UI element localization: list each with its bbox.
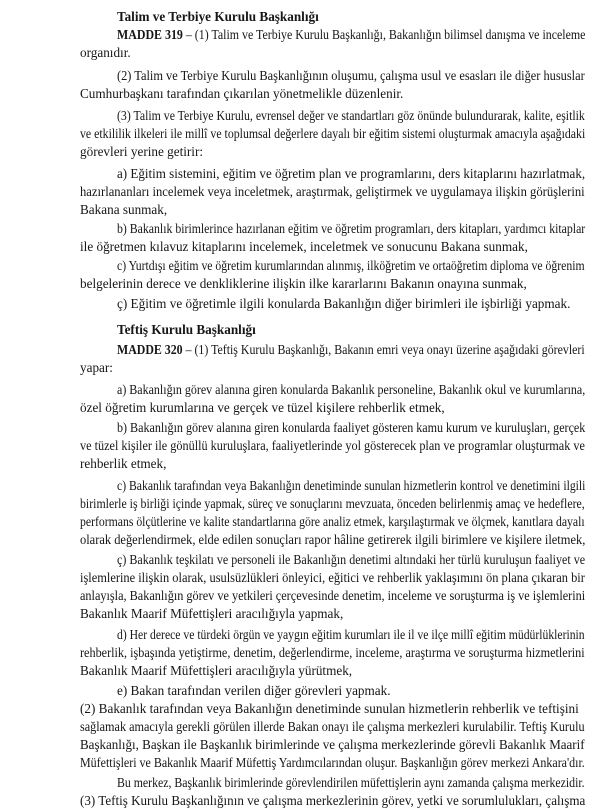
- paragraph-line: b) Bakanlığın görev alanına giren konularda faaliyet gösteren kamu kurum ve kuruluşları, gerçek: [117, 420, 586, 435]
- paragraph-line: sağlamak amacıyla gerekli görülen illerde Bakan onayı ile çalışma merkezleri kurulabilir. Teftiş Kurulu: [80, 719, 585, 734]
- paragraph-line: rehberlik, işbaşında yetiştirme, denetim, değerlendirme, inceleme, araştırma ve soruşturma hizmetlerini: [80, 645, 585, 660]
- paragraph-line: görevleri yerine getirir:: [80, 144, 204, 159]
- paragraph-line: birimlerle iş birliği içinde yapmak, süreç ve sonuçlarını mevzuata, önceden belirlenmiş amaç ve hedeflere,: [80, 496, 585, 511]
- paragraph-line: b) Bakanlık birimlerince hazırlanan eğitim ve öğretim programları, ders kitapları, yardımcı kitaplar: [117, 221, 586, 236]
- paragraph-line: Bakana sunmak,: [80, 202, 168, 217]
- paragraph-line: anlayışla, Bakanlığın görev ve yetkileri çerçevesinde denetim, inceleme ve soruşturma iş ve işlemlerini: [80, 588, 586, 603]
- paragraph-line: Müfettişleri ve Bakanlık Maarif Müfettiş Yardımcılarından oluşur. Başkanlığın görev merkezi Ankara'dır.: [80, 755, 585, 770]
- article-label: MADDE 320: [117, 342, 183, 357]
- paragraph-line: (3) Teftiş Kurulu Başkanlığının ve çalışma merkezlerinin görev, yetki ve sorumlulukları, çalışma: [80, 793, 586, 808]
- paragraph-line: rehberlik etmek,: [80, 456, 167, 471]
- paragraph-line: e) Bakan tarafından verilen diğer görevleri yapmak.: [117, 683, 391, 698]
- article-text: – (1) Teftiş Kurulu Başkanlığı, Bakanın emri veya onayı üzerine aşağıdaki görevleri: [182, 342, 585, 357]
- paragraph-line: olarak değerlendirmek, elde edilen sonuçları rapor hâline getirerek ilgili birimlere ve kişilere iletmek,: [80, 532, 586, 547]
- paragraph-line: (2) Talim ve Terbiye Kurulu Başkanlığının oluşumu, çalışma usul ve esasları ile diğer hususlar: [117, 68, 585, 83]
- paragraph-line: Bu merkez, Başkanlık birimlerinde görevlendirilen müfettişlerin aynı zamanda çalışma merkezidir.: [117, 775, 585, 790]
- article-label: MADDE 319: [117, 27, 183, 42]
- section-heading: Teftiş Kurulu Başkanlığı: [117, 322, 256, 337]
- paragraph-line: Bakanlık Maarif Müfettişleri aracılığıyla yapmak,: [80, 606, 344, 621]
- paragraph-line: c) Yurtdışı eğitim ve öğretim kurumlarından alınmış, ilköğretim ve ortaöğretim diploma ve öğrenim: [117, 258, 585, 273]
- paragraph-line: Cumhurbaşkanı tarafından çıkarılan yönetmelikle düzenlenir.: [80, 86, 404, 101]
- paragraph-line: işlemlerine ilişkin olarak, usulsüzlükleri önleyici, eğitici ve rehberlik yaklaşımını ön plana çıkaran bir: [80, 570, 585, 585]
- paragraph-line: Bakanlık Maarif Müfettişleri aracılığıyla yürütmek,: [80, 663, 353, 678]
- article-first-line: [117, 342, 585, 358]
- paragraph-line: c) Bakanlık tarafından veya Bakanlığın denetiminde sunulan hizmetlerin kontrol ve denetimini ilgili: [117, 478, 586, 493]
- paragraph-line: a) Eğitim sistemini, eğitim ve öğretim plan ve programlarını, ders kitaplarını hazırlatmak,: [117, 166, 586, 181]
- paragraph-line: (3) Talim ve Terbiye Kurulu, evrensel değer ve standartları göz önünde bulundurarak, kalite, eşitlik: [117, 108, 585, 123]
- paragraph-line: yapar:: [80, 360, 113, 375]
- paragraph-line: d) Her derece ve türdeki örgün ve yaygın eğitim kurumları ile il ve ilçe millî eğitim müdürlüklerinin: [117, 627, 585, 642]
- section-heading: Talim ve Terbiye Kurulu Başkanlığı: [117, 9, 319, 24]
- article-text: – (1) Talim ve Terbiye Kurulu Başkanlığı, Bakanlığın bilimsel danışma ve inceleme: [182, 27, 586, 42]
- paragraph-line: ve tüzel kişiler ile gönüllü kuruluşlara, faaliyetlerinde yol gösterecek plan ve programlar oluşturmak ve: [80, 438, 585, 453]
- paragraph-line: a) Bakanlığın görev alanına giren konularda Bakanlık personeline, Bakanlık okul ve kurumlarına,: [117, 382, 586, 397]
- paragraph-line: performans ölçütlerine ve kalite standartlarına göre analiz etmek, karşılaştırmak ve ölçmek, kanıtlara dayalı: [80, 514, 585, 529]
- paragraph-line: Başkanlığı, Başkan ile Başkanlık birimlerinde ve çalışma merkezlerinde görevli Bakanlık Maarif: [80, 737, 585, 752]
- paragraph-line: organıdır.: [80, 45, 131, 60]
- paragraph-line: hazırlananları incelemek veya inceletmek, araştırmak, geliştirmek ve uygulamaya ilişkin görüşlerini: [80, 184, 585, 199]
- paragraph-line: belgelerinin derece ve denkliklerine ilişkin ilke kararlarını Bakanın onayına sunmak,: [80, 276, 527, 291]
- paragraph-line: ile öğretmen kılavuz kitaplarını incelemek, inceletmek ve sonucunu Bakana sunmak,: [80, 239, 528, 254]
- paragraph-line: ve etkililik ilkeleri ile millî ve toplumsal değerlere dayalı bir eğitim sistemi oluşturmak amacıyla aşağıdaki: [80, 126, 586, 141]
- paragraph-line: ç) Eğitim ve öğretimle ilgili konularda Bakanlığın diğer birimleri ile işbirliği yapmak.: [117, 296, 571, 311]
- paragraph-line: ç) Bakanlık teşkilatı ve personeli ile Bakanlığın denetimi altındaki her türlü kuruluşun faaliyet ve: [117, 552, 586, 567]
- paragraph-line: (2) Bakanlık tarafından veya Bakanlığın denetiminde sunulan hizmetlerin rehberlik ve teftişini: [80, 701, 579, 716]
- paragraph-line: özel öğretim kurumlarına ve gerçek ve tüzel kişilere rehberlik etmek,: [80, 400, 445, 415]
- article-first-line: [117, 27, 585, 43]
